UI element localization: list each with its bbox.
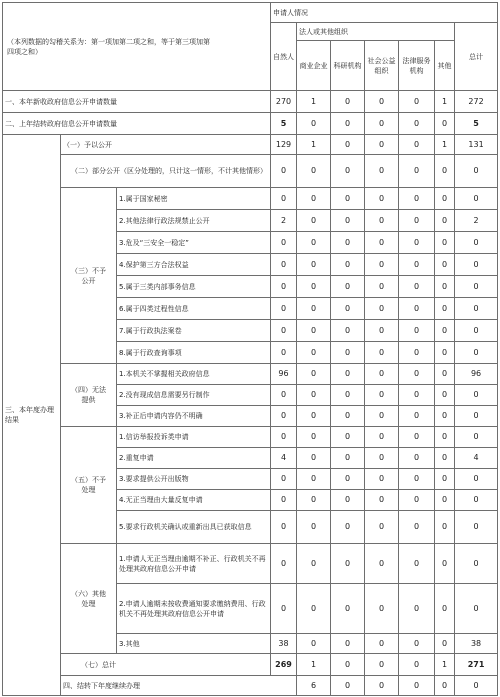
col-header: 科研机构 (331, 41, 365, 91)
cell: 0 (271, 544, 297, 584)
cell: 0 (331, 584, 365, 634)
cell: 0 (435, 544, 455, 584)
result-section-label: 三、本年度办理结果 (3, 135, 61, 696)
cell: 0 (399, 544, 435, 584)
cell: 2 (455, 210, 498, 232)
cell: 0 (271, 298, 297, 320)
cell: 5 (455, 113, 498, 135)
cell: 0 (297, 210, 331, 232)
cell: 0 (455, 469, 498, 490)
cell: 0 (399, 298, 435, 320)
cell: 0 (331, 448, 365, 469)
cell: 0 (435, 511, 455, 544)
cell: 0 (435, 320, 455, 342)
cell: 0 (455, 584, 498, 634)
cell: 0 (331, 676, 365, 696)
cell: 0 (435, 584, 455, 634)
cell: 0 (399, 634, 435, 654)
cell: 0 (271, 232, 297, 254)
cell: 0 (331, 634, 365, 654)
row-label: 1.属于国家秘密 (117, 188, 271, 210)
cell: 0 (455, 406, 498, 427)
cell: 0 (331, 469, 365, 490)
cell: 131 (455, 135, 498, 155)
cell: 0 (271, 155, 297, 188)
cell: 0 (455, 188, 498, 210)
cell: 0 (331, 155, 365, 188)
cell: 0 (297, 276, 331, 298)
cell: 0 (271, 511, 297, 544)
cell: 0 (435, 385, 455, 406)
cell: 0 (365, 427, 399, 448)
cell: 0 (455, 298, 498, 320)
row-label: 3.要求提供公开出版物 (117, 469, 271, 490)
cell: 0 (271, 254, 297, 276)
cell: 0 (435, 188, 455, 210)
cell: 0 (365, 342, 399, 364)
cell: 0 (365, 469, 399, 490)
cell: 0 (297, 634, 331, 654)
cell: 96 (455, 364, 498, 385)
cell: 0 (365, 276, 399, 298)
cell: 0 (297, 406, 331, 427)
row-label: （二）部分公开（区分处理的，只计这一情形，不计其他情形） (61, 155, 271, 188)
row-label: 1.本机关不掌握相关政府信息 (117, 364, 271, 385)
cell: 0 (399, 188, 435, 210)
cell: 0 (365, 320, 399, 342)
cell: 0 (435, 113, 455, 135)
cell: 0 (297, 584, 331, 634)
cell: 0 (455, 155, 498, 188)
cell: 0 (297, 113, 331, 135)
cell: 0 (271, 342, 297, 364)
cell: 0 (297, 232, 331, 254)
cell: 0 (297, 385, 331, 406)
cell: 0 (365, 634, 399, 654)
cell: 0 (331, 298, 365, 320)
cell: 2 (271, 210, 297, 232)
cell: 0 (331, 232, 365, 254)
cell: 0 (331, 544, 365, 584)
row-label: （一）予以公开 (61, 135, 271, 155)
cell: 0 (365, 544, 399, 584)
cell: 0 (399, 91, 435, 113)
cell: 0 (297, 544, 331, 584)
cell: 0 (331, 254, 365, 276)
cell: 0 (365, 490, 399, 511)
natural-person-header: 自然人 (271, 23, 297, 91)
cell: 0 (435, 342, 455, 364)
cell: 6 (297, 676, 331, 696)
cell: 0 (297, 320, 331, 342)
cell: 0 (399, 469, 435, 490)
col-header: 法律服务机构 (399, 41, 435, 91)
cell: 0 (435, 276, 455, 298)
cell: 0 (399, 654, 435, 676)
table-note: （本列数据的勾稽关系为：第一项加第二项之和，等于第三项加第四项之和） (3, 3, 271, 91)
row-label: 6.属于四类过程性信息 (117, 298, 271, 320)
row-label: 7.属于行政执法案卷 (117, 320, 271, 342)
cell: 38 (271, 634, 297, 654)
cell: 0 (297, 490, 331, 511)
row-label: 8.属于行政查询事项 (117, 342, 271, 364)
row-label: 2.申请人逾期未按收费通知要求缴纳费用、行政机关不再处理其政府信息公开申请 (117, 584, 271, 634)
cell: 0 (297, 511, 331, 544)
cell: 0 (455, 511, 498, 544)
cell: 0 (331, 320, 365, 342)
cell: 0 (365, 385, 399, 406)
cell: 0 (455, 276, 498, 298)
cell: 0 (365, 91, 399, 113)
cell: 0 (297, 188, 331, 210)
cell: 0 (271, 584, 297, 634)
cell: 0 (435, 676, 455, 696)
cell: 0 (435, 634, 455, 654)
cell: 0 (331, 210, 365, 232)
cell: 0 (297, 427, 331, 448)
cell: 38 (455, 634, 498, 654)
cell: 0 (331, 406, 365, 427)
cell: 0 (271, 385, 297, 406)
cell: 0 (455, 342, 498, 364)
cell: 0 (455, 320, 498, 342)
cell: 0 (365, 210, 399, 232)
cell: 5 (271, 113, 297, 135)
row-label: 3.其他 (117, 634, 271, 654)
cell: 0 (399, 427, 435, 448)
cell: 0 (455, 427, 498, 448)
cell: 96 (271, 364, 297, 385)
col-header: 其他 (435, 41, 455, 91)
cell: 0 (455, 676, 498, 696)
cell: 0 (365, 584, 399, 634)
cell: 0 (271, 490, 297, 511)
cell: 0 (297, 469, 331, 490)
cell: 0 (455, 232, 498, 254)
cell: 0 (399, 320, 435, 342)
cell: 1 (435, 91, 455, 113)
cell: 0 (365, 654, 399, 676)
cell: 0 (399, 210, 435, 232)
cell: 0 (435, 406, 455, 427)
cell: 0 (365, 364, 399, 385)
cell: 0 (271, 406, 297, 427)
cell: 0 (271, 276, 297, 298)
row-label: 3.危及“三安全一稳定” (117, 232, 271, 254)
cell: 0 (435, 210, 455, 232)
col-header: 社会公益组织 (365, 41, 399, 91)
cell: 4 (455, 448, 498, 469)
cell: 0 (435, 448, 455, 469)
cell: 0 (331, 511, 365, 544)
cell: 0 (331, 364, 365, 385)
cell: 0 (365, 232, 399, 254)
cell: 1 (297, 135, 331, 155)
applicant-header: 申请人情况 (271, 3, 498, 23)
cell: 0 (365, 676, 399, 696)
cell: 0 (399, 364, 435, 385)
cell: 0 (331, 385, 365, 406)
group-label: （四）无法提供 (61, 364, 117, 427)
cell: 0 (399, 385, 435, 406)
row-label: 一、本年新收政府信息公开申请数量 (3, 91, 271, 113)
cell: 0 (365, 406, 399, 427)
cell: 0 (399, 448, 435, 469)
cell: 272 (455, 91, 498, 113)
cell: 0 (365, 298, 399, 320)
row-label: 二、上年结转政府信息公开申请数量 (3, 113, 271, 135)
group-label: （六）其他处理 (61, 544, 117, 654)
cell: 0 (331, 113, 365, 135)
cell: 0 (331, 490, 365, 511)
cell: 0 (331, 188, 365, 210)
cell: 0 (331, 427, 365, 448)
cell: 0 (271, 188, 297, 210)
cell: 1 (435, 135, 455, 155)
cell: 0 (455, 544, 498, 584)
cell: 0 (365, 113, 399, 135)
cell: 0 (331, 135, 365, 155)
col-header: 商业企业 (297, 41, 331, 91)
cell: 0 (271, 427, 297, 448)
information-disclosure-table (2, 2, 498, 696)
cell: 0 (399, 584, 435, 634)
cell: 0 (435, 490, 455, 511)
cell: 0 (365, 188, 399, 210)
row-label: 1.申请人无正当理由逾期不补正、行政机关不再处理其政府信息公开申请 (117, 544, 271, 584)
cell: 0 (435, 254, 455, 276)
cell: 0 (399, 113, 435, 135)
cell: 4 (271, 448, 297, 469)
cell: 0 (297, 342, 331, 364)
cell: 0 (435, 298, 455, 320)
cell: 0 (455, 254, 498, 276)
cell: 0 (365, 135, 399, 155)
row-label: （七）总计 (61, 654, 271, 676)
cell: 0 (399, 406, 435, 427)
row-label: 1.信访举报投诉类申请 (117, 427, 271, 448)
cell: 1 (297, 654, 331, 676)
cell: 0 (399, 135, 435, 155)
cell: 0 (435, 364, 455, 385)
cell: 270 (271, 91, 297, 113)
cell: 0 (455, 385, 498, 406)
cell: 0 (455, 490, 498, 511)
cell: 0 (331, 654, 365, 676)
cell: 0 (365, 155, 399, 188)
cell: 0 (399, 276, 435, 298)
cell: 1 (435, 654, 455, 676)
cell: 0 (399, 232, 435, 254)
row-label: 5.属于三类内部事务信息 (117, 276, 271, 298)
cell: 0 (271, 469, 297, 490)
group-label: （三）不予公开 (61, 188, 117, 364)
group-label: （五）不予处理 (61, 427, 117, 544)
cell: 0 (271, 320, 297, 342)
row-label: 2.没有现成信息需要另行制作 (117, 385, 271, 406)
cell: 0 (331, 342, 365, 364)
cell: 129 (271, 135, 297, 155)
cell: 0 (331, 91, 365, 113)
total-header: 总计 (455, 23, 498, 91)
cell: 0 (399, 511, 435, 544)
cell: 0 (365, 511, 399, 544)
legal-org-header: 法人或其他组织 (297, 23, 455, 41)
row-label: 5.要求行政机关确认或重新出具已获取信息 (117, 511, 271, 544)
cell: 0 (399, 490, 435, 511)
cell: 0 (435, 232, 455, 254)
cell: 0 (399, 342, 435, 364)
cell: 1 (297, 91, 331, 113)
cell: 0 (297, 448, 331, 469)
cell: 269 (271, 654, 297, 676)
row-label: 3.补正后申请内容仍不明确 (117, 406, 271, 427)
row-label: 四、结转下年度继续办理 (61, 676, 297, 696)
cell: 0 (297, 298, 331, 320)
cell: 0 (297, 364, 331, 385)
cell: 0 (399, 155, 435, 188)
cell: 0 (435, 469, 455, 490)
cell: 271 (455, 654, 498, 676)
cell: 0 (435, 427, 455, 448)
row-label: 4.保护第三方合法权益 (117, 254, 271, 276)
cell: 0 (297, 155, 331, 188)
cell: 0 (435, 155, 455, 188)
cell: 0 (365, 448, 399, 469)
row-label: 2.其他法律行政法规禁止公开 (117, 210, 271, 232)
cell: 0 (365, 254, 399, 276)
cell: 0 (399, 254, 435, 276)
cell: 0 (399, 676, 435, 696)
cell: 0 (331, 276, 365, 298)
row-label: 2.重复申请 (117, 448, 271, 469)
row-label: 4.无正当理由大量反复申请 (117, 490, 271, 511)
cell: 0 (297, 254, 331, 276)
